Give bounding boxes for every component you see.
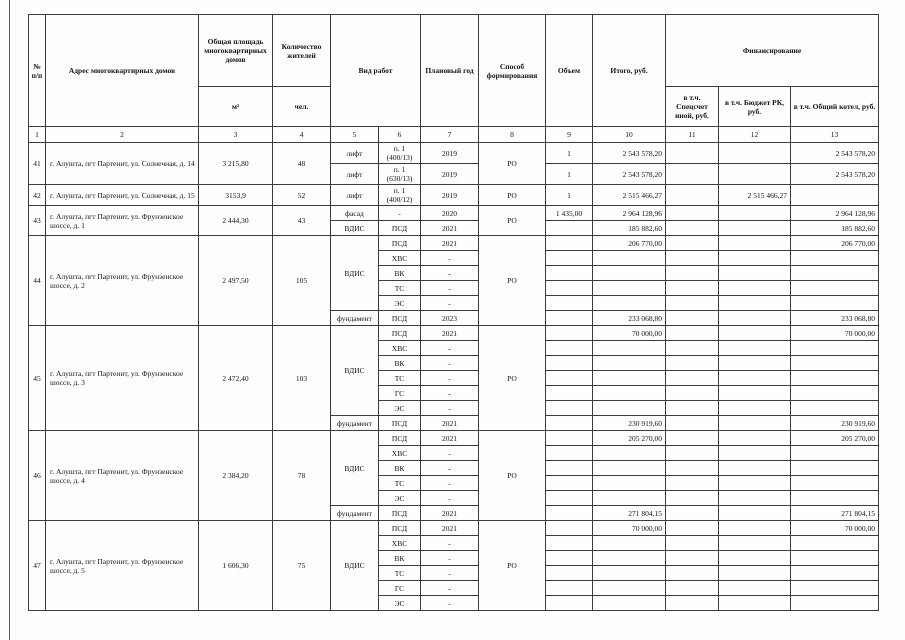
col-header-residents-unit: чел. [273,87,331,127]
cell-volume [546,596,593,611]
cell-work-type: лифт [331,185,379,206]
cell-fin-special [666,536,719,551]
cell-total [593,371,666,386]
cell-work-type: фундамент [331,311,379,326]
cell-year: - [421,386,479,401]
cell-total [593,476,666,491]
cell-fin-special [666,311,719,326]
cell-fin-common [791,401,879,416]
cell-total [593,596,666,611]
cell-fin-special [666,596,719,611]
cell-work-sub: ЭС [379,491,421,506]
cell-total: 2 543 578,20 [593,143,666,164]
cell-fin-special [666,431,719,446]
cell-work-sub: ХВС [379,341,421,356]
cell-num: 42 [29,185,46,206]
col-header-area: Общая площадь многоквартирных домов [199,15,273,87]
cell-fin-common [791,341,879,356]
table-row [29,206,879,221]
cell-work-sub: ХВС [379,536,421,551]
table-row [29,236,879,251]
cell-volume [546,221,593,236]
col-header-address: Адрес многоквартирных домов [46,15,199,127]
cell-work-sub: ПСД [379,236,421,251]
cell-total: 271 804,15 [593,506,666,521]
cell-fin-special [666,491,719,506]
cell-volume [546,536,593,551]
cell-fin-common [791,596,879,611]
cell-method: РО [479,521,546,611]
cell-year: - [421,401,479,416]
cell-work-sub: ПСД [379,326,421,341]
cell-total: 206 770,00 [593,236,666,251]
cell-year: - [421,266,479,281]
cell-year: 2021 [421,236,479,251]
cell-fin-budget [719,251,791,266]
cell-year: 2019 [421,143,479,164]
cell-fin-special [666,326,719,341]
cell-fin-budget [719,356,791,371]
cell-work-sub: ЭС [379,596,421,611]
cell-work-sub: ПСД [379,431,421,446]
cell-fin-common [791,386,879,401]
cell-fin-budget [719,311,791,326]
cell-year: - [421,371,479,386]
cell-work-sub: ВК [379,266,421,281]
cell-fin-special [666,266,719,281]
cell-fin-budget [719,266,791,281]
cell-volume [546,566,593,581]
cell-volume [546,506,593,521]
cell-total [593,251,666,266]
col-number: 7 [421,127,479,143]
cell-fin-special [666,251,719,266]
cell-fin-special [666,461,719,476]
cell-total [593,566,666,581]
cell-total [593,446,666,461]
cell-fin-budget [719,596,791,611]
cell-work-type: ВДИС [331,521,379,611]
cell-fin-budget [719,164,791,185]
cell-work-sub: ПСД [379,311,421,326]
cell-fin-common [791,566,879,581]
cell-volume [546,416,593,431]
cell-fin-common [791,371,879,386]
cell-total [593,551,666,566]
cell-fin-budget [719,236,791,251]
cell-volume [546,581,593,596]
cell-year: 2019 [421,185,479,206]
col-header-plan-year: Плановый год [421,15,479,127]
cell-year: 2021 [421,431,479,446]
cell-volume [546,521,593,536]
cell-volume [546,296,593,311]
cell-work-sub: ТС [379,566,421,581]
cell-num: 44 [29,236,46,326]
cell-fin-common: 2 964 128,96 [791,206,879,221]
cell-fin-common [791,581,879,596]
cell-method: РО [479,143,546,185]
col-number: 2 [46,127,199,143]
cell-fin-special [666,521,719,536]
cell-num: 41 [29,143,46,185]
cell-volume [546,236,593,251]
cell-year: 2023 [421,311,479,326]
cell-method: РО [479,431,546,521]
cell-fin-special [666,143,719,164]
col-number: 10 [593,127,666,143]
cell-fin-special [666,206,719,221]
cell-total: 230 919,60 [593,416,666,431]
cell-volume [546,401,593,416]
cell-fin-budget [719,461,791,476]
col-header-fin-budget: в т.ч. Бюджет РК, руб. [719,87,791,127]
cell-fin-common [791,551,879,566]
cell-volume [546,356,593,371]
cell-residents: 103 [273,326,331,431]
cell-total: 205 270,00 [593,431,666,446]
cell-address: г. Алушта, пгт Партенит, ул. Фрунзенское шоссе, д. 2 [46,236,199,326]
cell-work-sub: ПСД [379,416,421,431]
cell-total [593,356,666,371]
cell-fin-common [791,296,879,311]
cell-total [593,461,666,476]
col-number: 4 [273,127,331,143]
col-header-total: Итого, руб. [593,15,666,127]
cell-fin-budget [719,401,791,416]
cell-year: - [421,461,479,476]
cell-total [593,341,666,356]
cell-fin-common: 70 000,00 [791,326,879,341]
cell-year: - [421,281,479,296]
cell-fin-special [666,416,719,431]
cell-work-type: ВДИС [331,431,379,506]
cell-residents: 105 [273,236,331,326]
cell-total [593,296,666,311]
cell-total [593,401,666,416]
cell-year: - [421,476,479,491]
cell-work-sub: ПСД [379,506,421,521]
cell-work-type: ВДИС [331,236,379,311]
cell-total [593,281,666,296]
cell-volume [546,476,593,491]
col-number: 9 [546,127,593,143]
cell-fin-budget [719,446,791,461]
col-number: 3 [199,127,273,143]
cell-volume [546,251,593,266]
cell-address: г. Алушта, пгт Партенит, ул. Фрунзенское шоссе, д. 4 [46,431,199,521]
cell-year: - [421,296,479,311]
col-header-area-unit: м² [199,87,273,127]
cell-fin-special [666,371,719,386]
cell-address: г. Алушта, пгт Партенит, ул. Солнечная, д. 14 [46,143,199,185]
cell-fin-special [666,581,719,596]
cell-area: 2 384,20 [199,431,273,521]
cell-total [593,581,666,596]
cell-method: РО [479,206,546,236]
cell-total: 185 882,60 [593,221,666,236]
cell-year: 2021 [421,416,479,431]
cell-year: - [421,446,479,461]
cell-method: РО [479,326,546,431]
cell-area: 3153,9 [199,185,273,206]
cell-address: г. Алушта, пгт Партенит, ул. Фрунзенское шоссе, д. 3 [46,326,199,431]
cell-fin-common [791,476,879,491]
cell-address: г. Алушта, пгт Партенит, ул. Солнечная, д. 15 [46,185,199,206]
col-number: 5 [331,127,379,143]
cell-fin-budget [719,143,791,164]
cell-fin-special [666,566,719,581]
cell-work-sub: ГС [379,386,421,401]
cell-work-type: фундамент [331,416,379,431]
cell-total: 70 000,00 [593,521,666,536]
cell-work-sub: п. 1 (400/12) [379,185,421,206]
table-row [29,326,879,341]
header-row-main [29,15,879,87]
cell-total: 2 964 128,96 [593,206,666,221]
cell-fin-common [791,251,879,266]
cell-work-type: фасад [331,206,379,221]
cell-fin-budget [719,281,791,296]
cell-area: 2 472,40 [199,326,273,431]
cell-year: - [421,596,479,611]
cell-fin-common: 185 882,60 [791,221,879,236]
cell-method: РО [479,185,546,206]
cell-fin-common: 2 543 578,20 [791,164,879,185]
cell-fin-budget [719,476,791,491]
cell-work-type: лифт [331,164,379,185]
cell-fin-special [666,401,719,416]
cell-fin-special [666,164,719,185]
cell-fin-special [666,551,719,566]
cell-fin-special [666,506,719,521]
cell-fin-budget: 2 515 466,27 [719,185,791,206]
col-header-fin-special: в т.ч. Спецсчет иной, руб. [666,87,719,127]
cell-volume [546,491,593,506]
cell-area: 2 497,50 [199,236,273,326]
col-header-financing: Финансирование [666,15,879,87]
table-row [29,185,879,206]
cell-fin-budget [719,371,791,386]
cell-num: 47 [29,521,46,611]
cell-year: - [421,251,479,266]
cell-fin-common: 230 919,60 [791,416,879,431]
col-header-work-type: Вид работ [331,15,421,127]
col-number: 6 [379,127,421,143]
cell-year: 2021 [421,326,479,341]
cell-work-sub: ХВС [379,446,421,461]
col-number: 13 [791,127,879,143]
cell-fin-budget [719,506,791,521]
cell-fin-common [791,536,879,551]
cell-fin-common [791,356,879,371]
cell-address: г. Алушта, пгт Партенит, ул. Фрунзенское шоссе, д. 1 [46,206,199,236]
cell-work-sub: ВК [379,356,421,371]
cell-total [593,491,666,506]
col-number: 8 [479,127,546,143]
cell-area: 3 215,80 [199,143,273,185]
cell-fin-common [791,281,879,296]
cell-fin-special [666,341,719,356]
cell-work-sub: ВК [379,461,421,476]
header-row-numbers [29,127,879,143]
cell-total [593,266,666,281]
cell-fin-budget [719,386,791,401]
cell-fin-common: 205 270,00 [791,431,879,446]
cell-total: 233 068,80 [593,311,666,326]
cell-work-type: ВДИС [331,221,379,236]
cell-total [593,386,666,401]
repair-program-table [28,14,879,611]
cell-year: - [421,551,479,566]
cell-fin-budget [719,416,791,431]
cell-total [593,536,666,551]
cell-fin-special [666,356,719,371]
cell-fin-budget [719,431,791,446]
cell-fin-budget [719,326,791,341]
cell-year: - [421,566,479,581]
cell-work-sub: п. 1 (400/13) [379,143,421,164]
cell-work-type: лифт [331,143,379,164]
cell-work-type: фундамент [331,506,379,521]
cell-method: РО [479,236,546,326]
cell-fin-common [791,446,879,461]
cell-fin-common: 271 804,15 [791,506,879,521]
cell-work-sub: ГС [379,581,421,596]
cell-area: 1 606,30 [199,521,273,611]
cell-residents: 75 [273,521,331,611]
cell-volume [546,446,593,461]
cell-total: 70 000,00 [593,326,666,341]
cell-work-sub: ТС [379,476,421,491]
cell-fin-common: 70 000,00 [791,521,879,536]
col-header-fin-common: в т.ч. Общий котел, руб. [791,87,879,127]
col-number: 12 [719,127,791,143]
cell-fin-budget [719,221,791,236]
cell-work-sub: ЭС [379,296,421,311]
cell-volume: 1 435,00 [546,206,593,221]
cell-year: - [421,581,479,596]
cell-volume [546,281,593,296]
cell-volume [546,326,593,341]
cell-fin-budget [719,341,791,356]
table-body [29,143,879,611]
cell-year: 2021 [421,521,479,536]
cell-volume [546,461,593,476]
cell-work-sub: ПСД [379,221,421,236]
cell-fin-special [666,281,719,296]
table-row [29,431,879,446]
cell-fin-special [666,185,719,206]
cell-volume [546,266,593,281]
cell-residents: 48 [273,143,331,185]
cell-work-type: ВДИС [331,326,379,416]
cell-fin-budget [719,536,791,551]
cell-work-sub: ВК [379,551,421,566]
cell-fin-special [666,236,719,251]
cell-fin-common: 233 068,80 [791,311,879,326]
cell-fin-budget [719,491,791,506]
cell-volume [546,341,593,356]
cell-fin-budget [719,551,791,566]
scan-edge-line [9,0,10,640]
cell-volume [546,386,593,401]
cell-address: г. Алушта, пгт Партенит, ул. Фрунзенское шоссе, д. 5 [46,521,199,611]
cell-volume [546,311,593,326]
cell-residents: 43 [273,206,331,236]
cell-num: 45 [29,326,46,431]
cell-total: 2 515 466,27 [593,185,666,206]
cell-work-sub: п. 1 (630/13) [379,164,421,185]
cell-work-sub: ХВС [379,251,421,266]
cell-fin-special [666,296,719,311]
col-number: 11 [666,127,719,143]
cell-fin-common [791,461,879,476]
cell-year: 2020 [421,206,479,221]
cell-year: 2021 [421,221,479,236]
col-header-method: Способ формирования [479,15,546,127]
cell-fin-budget [719,581,791,596]
cell-total: 2 543 578,20 [593,164,666,185]
col-header-volume: Объем [546,15,593,127]
cell-fin-budget [719,521,791,536]
col-header-num: № п/п [29,15,46,127]
cell-fin-budget [719,566,791,581]
cell-volume [546,551,593,566]
cell-num: 43 [29,206,46,236]
cell-work-sub: ЭС [379,401,421,416]
cell-fin-special [666,386,719,401]
cell-work-sub: - [379,206,421,221]
cell-residents: 78 [273,431,331,521]
cell-year: - [421,356,479,371]
cell-volume [546,371,593,386]
cell-residents: 52 [273,185,331,206]
cell-year: - [421,491,479,506]
cell-fin-budget [719,296,791,311]
cell-fin-special [666,446,719,461]
cell-volume: 1 [546,143,593,164]
cell-fin-special [666,221,719,236]
cell-fin-common [791,491,879,506]
cell-fin-common [791,185,879,206]
cell-fin-special [666,476,719,491]
cell-fin-budget [719,206,791,221]
cell-year: 2019 [421,164,479,185]
col-header-residents: Количество жителей [273,15,331,87]
cell-volume: 1 [546,185,593,206]
cell-work-sub: ТС [379,371,421,386]
table-row [29,143,879,164]
table-row [29,521,879,536]
cell-num: 46 [29,431,46,521]
cell-fin-common: 2 543 578,20 [791,143,879,164]
cell-work-sub: ПСД [379,521,421,536]
cell-year: - [421,536,479,551]
cell-fin-common [791,266,879,281]
cell-volume: 1 [546,164,593,185]
cell-fin-common: 206 770,00 [791,236,879,251]
cell-area: 2 444,30 [199,206,273,236]
cell-work-sub: ТС [379,281,421,296]
cell-year: - [421,341,479,356]
cell-volume [546,431,593,446]
col-number: 1 [29,127,46,143]
cell-year: 2021 [421,506,479,521]
